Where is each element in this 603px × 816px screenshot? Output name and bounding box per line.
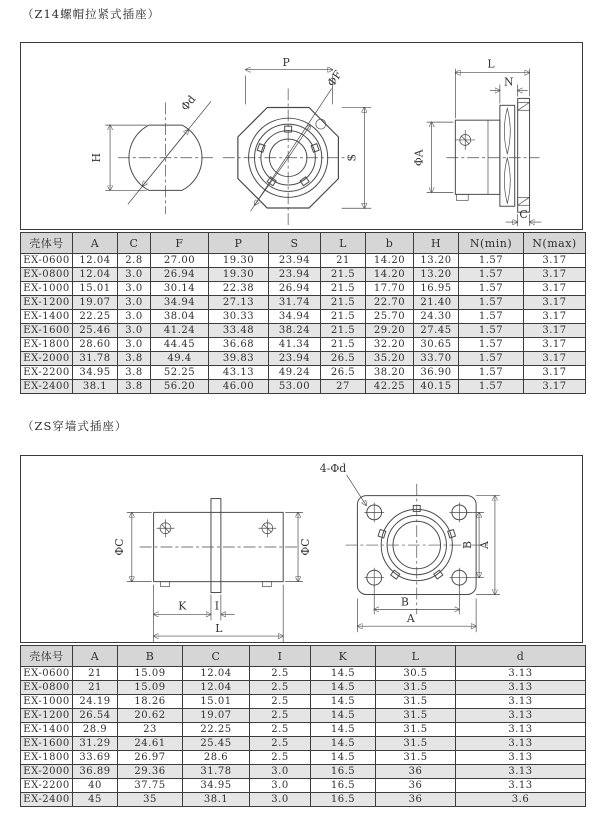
dim-label-b-bottom: B [400,595,409,609]
value-cell: 3.17 [524,282,586,296]
value-cell: 1.57 [459,282,524,296]
table-row [21,667,586,681]
value-cell: 31.5 [376,709,456,723]
value-cell: 15.01 [183,695,250,709]
value-cell: 21.5 [321,296,366,310]
value-cell: 31.5 [376,695,456,709]
value-cell: 38.20 [366,366,414,380]
dim-label-phi-c-left: ΦC [112,538,126,556]
column-header: I [250,646,311,667]
value-cell: 31.5 [376,751,456,765]
value-cell: 3.17 [524,352,586,366]
value-cell: 14.5 [311,737,376,751]
dim-label-l: L [487,57,495,71]
value-cell: 38.24 [269,324,321,338]
dim-label-a-bottom: A [406,612,415,626]
value-cell: 37.75 [118,779,183,793]
value-cell: 36 [376,779,456,793]
value-cell: 1.57 [459,338,524,352]
screw-symbol-left [157,519,175,537]
value-cell: 31.29 [73,737,118,751]
value-cell: 26.97 [118,751,183,765]
value-cell: 14.5 [311,709,376,723]
value-cell: 2.8 [118,254,151,268]
value-cell: 21.5 [321,268,366,282]
dim-label-a-side: A [477,541,491,549]
value-cell: 36 [376,793,456,807]
header-row [21,646,586,667]
value-cell: 3.0 [118,338,151,352]
value-cell: 25.70 [366,310,414,324]
table-row [21,681,586,695]
column-header: F [151,233,209,254]
dim-label-b-side: B [461,541,475,550]
value-cell: 21 [73,681,118,695]
value-cell: 18.26 [118,695,183,709]
dim-label-l2: L [215,622,223,636]
value-cell: 3.0 [250,765,311,779]
zs-drawing-box [20,455,583,643]
value-cell: 38.1 [73,380,118,394]
value-cell: 22.25 [73,310,118,324]
value-cell: 2.5 [250,709,311,723]
table-row [21,751,586,765]
value-cell: 3.0 [118,282,151,296]
value-cell: 33.69 [73,751,118,765]
table-row [21,765,586,779]
value-cell: 34.95 [183,779,250,793]
column-header: N(max) [524,233,586,254]
value-cell: 28.60 [73,338,118,352]
value-cell: 30.33 [209,310,269,324]
value-cell: 1.57 [459,352,524,366]
value-cell: 14.5 [311,667,376,681]
column-header: C [183,646,250,667]
value-cell: 24.30 [414,310,459,324]
z14-rear-view [90,93,214,214]
value-cell: 1.57 [459,380,524,394]
zs-front-view [320,462,500,632]
dim-label-phi-a: ΦA [412,149,426,167]
shell-number-cell: EX-2200 [21,366,73,380]
shell-number-cell: EX-1200 [21,296,73,310]
value-cell: 56.20 [151,380,209,394]
value-cell: 26.5 [321,366,366,380]
value-cell: 3.8 [118,380,151,394]
value-cell: 36 [376,765,456,779]
screw-symbol-right [258,519,276,537]
column-header: P [209,233,269,254]
column-header: B [118,646,183,667]
value-cell: 40 [73,779,118,793]
value-cell: 21.5 [321,324,366,338]
value-cell: 20.62 [118,709,183,723]
value-cell: 49.24 [269,366,321,380]
shell-number-cell: EX-2000 [21,352,73,366]
value-cell: 19.30 [209,268,269,282]
zs-spec-table [20,645,586,807]
value-cell: 2.5 [250,723,311,737]
table-row [21,296,586,310]
value-cell: 21 [73,667,118,681]
column-header: d [456,646,586,667]
shell-number-cell: EX-0800 [21,681,73,695]
value-cell: 1.57 [459,268,524,282]
value-cell: 16.95 [414,282,459,296]
column-header: C [118,233,151,254]
value-cell: 26.5 [321,352,366,366]
shell-number-cell: EX-1600 [21,324,73,338]
wire-hole [316,119,326,129]
value-cell: 33.48 [209,324,269,338]
table-row [21,282,586,296]
value-cell: 24.19 [73,695,118,709]
shell-number-cell: EX-1400 [21,723,73,737]
shell-number-cell: EX-2200 [21,779,73,793]
table-row [21,268,586,282]
value-cell: 2.5 [250,751,311,765]
value-cell: 19.30 [209,254,269,268]
table-row [21,779,586,793]
value-cell: 3.0 [250,779,311,793]
value-cell: 38.04 [151,310,209,324]
value-cell: 34.95 [73,366,118,380]
value-cell: 14.5 [311,751,376,765]
value-cell: 31.5 [376,681,456,695]
screw-head-symbol [455,130,475,150]
shell-number-cell: EX-2400 [21,380,73,394]
value-cell: 16.5 [311,779,376,793]
value-cell: 3.6 [456,793,586,807]
value-cell: 2.5 [250,737,311,751]
value-cell: 31.74 [269,296,321,310]
shell-number-cell: EX-0600 [21,667,73,681]
value-cell: 29.36 [118,765,183,779]
value-cell: 3.13 [456,695,586,709]
value-cell: 14.20 [366,254,414,268]
value-cell: 13.20 [414,254,459,268]
value-cell: 15.09 [118,681,183,695]
value-cell: 39.83 [209,352,269,366]
value-cell: 3.13 [456,751,586,765]
value-cell: 26.54 [73,709,118,723]
value-cell: 27.13 [209,296,269,310]
value-cell: 22.38 [209,282,269,296]
value-cell: 35.20 [366,352,414,366]
value-cell: 1.57 [459,366,524,380]
z14-front-view [223,56,371,226]
value-cell: 31.5 [376,737,456,751]
value-cell: 12.04 [183,667,250,681]
value-cell: 14.5 [311,681,376,695]
value-cell: 3.0 [118,268,151,282]
value-cell: 35 [118,793,183,807]
z14-side-view [413,58,542,226]
table-row [21,324,586,338]
value-cell: 21 [321,254,366,268]
value-cell: 28.6 [183,751,250,765]
value-cell: 30.5 [376,667,456,681]
value-cell: 40.15 [414,380,459,394]
dim-label-k: K [178,599,187,613]
shell-number-cell: EX-1000 [21,282,73,296]
value-cell: 30.65 [414,338,459,352]
dim-label-4-phi-d: 4-Φd [319,461,347,475]
table-row [21,737,586,751]
value-cell: 36.89 [73,765,118,779]
value-cell: 23.94 [269,254,321,268]
column-header: N(min) [459,233,524,254]
table-row [21,366,586,380]
column-header: 壳体号 [21,646,73,667]
column-header: L [321,233,366,254]
shell-number-cell: EX-0800 [21,268,73,282]
value-cell: 19.07 [73,296,118,310]
value-cell: 24.61 [118,737,183,751]
column-header: K [311,646,376,667]
shell-number-cell: EX-2000 [21,765,73,779]
table-row [21,254,586,268]
value-cell: 23.94 [269,268,321,282]
value-cell: 27.45 [414,324,459,338]
value-cell: 41.24 [151,324,209,338]
value-cell: 26.94 [269,282,321,296]
value-cell: 43.13 [209,366,269,380]
value-cell: 3.13 [456,681,586,695]
value-cell: 41.34 [269,338,321,352]
dim-label-h: H [90,153,104,163]
value-cell: 53.00 [269,380,321,394]
table-row [21,380,586,394]
value-cell: 3.17 [524,296,586,310]
value-cell: 2.5 [250,681,311,695]
value-cell: 21.5 [321,310,366,324]
value-cell: 3.8 [118,366,151,380]
dim-label-s: S [345,154,359,162]
shell-number-cell: EX-2400 [21,793,73,807]
value-cell: 3.17 [524,338,586,352]
column-header: A [73,646,118,667]
value-cell: 16.5 [311,793,376,807]
table-row [21,310,586,324]
value-cell: 14.5 [311,723,376,737]
value-cell: 22.70 [366,296,414,310]
value-cell: 3.17 [524,366,586,380]
value-cell: 52.25 [151,366,209,380]
value-cell: 31.78 [73,352,118,366]
value-cell: 3.13 [456,723,586,737]
value-cell: 3.17 [524,268,586,282]
header-row [21,233,586,254]
table-row [21,793,586,807]
table-row [21,338,586,352]
value-cell: 26.94 [151,268,209,282]
value-cell: 14.5 [311,695,376,709]
shell-number-cell: EX-1000 [21,695,73,709]
value-cell: 3.13 [456,779,586,793]
table-row [21,695,586,709]
value-cell: 3.0 [250,793,311,807]
column-header: 壳体号 [21,233,73,254]
value-cell: 3.17 [524,324,586,338]
value-cell: 33.70 [414,352,459,366]
value-cell: 34.94 [151,296,209,310]
value-cell: 25.46 [73,324,118,338]
shell-number-cell: EX-1200 [21,709,73,723]
value-cell: 44.45 [151,338,209,352]
shell-number-cell: EX-0600 [21,254,73,268]
table-row [21,709,586,723]
value-cell: 27.00 [151,254,209,268]
dim-label-phi-f: ΦF [324,68,345,90]
column-header: L [376,646,456,667]
shell-number-cell: EX-1400 [21,310,73,324]
section1-title: （Z14螺帽拉紧式插座） [22,7,161,21]
value-cell: 3.0 [118,310,151,324]
value-cell: 21.40 [414,296,459,310]
value-cell: 38.1 [183,793,250,807]
value-cell: 12.04 [73,254,118,268]
value-cell: 1.57 [459,324,524,338]
value-cell: 34.94 [269,310,321,324]
value-cell: 3.13 [456,667,586,681]
value-cell: 17.70 [366,282,414,296]
dim-label-phi-c-right: ΦC [298,538,312,556]
value-cell: 21.5 [321,338,366,352]
dim-label-phi-d: Φd [178,92,199,114]
dim-label-n: N [504,75,514,89]
value-cell: 36.90 [414,366,459,380]
value-cell: 3.13 [456,737,586,751]
dim-label-c: C [519,208,528,222]
column-header: H [414,233,459,254]
value-cell: 19.07 [183,709,250,723]
value-cell: 45 [73,793,118,807]
value-cell: 1.57 [459,296,524,310]
shell-number-cell: EX-1800 [21,751,73,765]
value-cell: 23 [118,723,183,737]
value-cell: 14.20 [366,268,414,282]
value-cell: 31.78 [183,765,250,779]
column-header: b [366,233,414,254]
z14-drawing-box [20,42,583,230]
value-cell: 1.57 [459,310,524,324]
value-cell: 16.5 [311,765,376,779]
section2-title: （ZS穿墙式插座） [22,419,128,433]
value-cell: 36.68 [209,338,269,352]
value-cell: 15.09 [118,667,183,681]
value-cell: 3.17 [524,310,586,324]
value-cell: 46.00 [209,380,269,394]
value-cell: 28.9 [73,723,118,737]
dim-label-i: I [214,599,220,613]
value-cell: 3.13 [456,765,586,779]
z14-spec-table [20,232,586,394]
zs-technical-drawing [21,456,582,642]
value-cell: 15.01 [73,282,118,296]
value-cell: 21.5 [321,282,366,296]
value-cell: 3.8 [118,352,151,366]
value-cell: 49.4 [151,352,209,366]
shell-number-cell: EX-1800 [21,338,73,352]
z14-technical-drawing [21,43,582,229]
value-cell: 12.04 [183,681,250,695]
value-cell: 31.5 [376,723,456,737]
table-row [21,723,586,737]
value-cell: 3.13 [456,709,586,723]
value-cell: 27 [321,380,366,394]
zs-side-view [113,499,312,642]
column-header: A [73,233,118,254]
value-cell: 30.14 [151,282,209,296]
value-cell: 3.17 [524,254,586,268]
value-cell: 32.20 [366,338,414,352]
value-cell: 12.04 [73,268,118,282]
value-cell: 23.94 [269,352,321,366]
value-cell: 22.25 [183,723,250,737]
value-cell: 29.20 [366,324,414,338]
value-cell: 2.5 [250,667,311,681]
value-cell: 42.25 [366,380,414,394]
shell-number-cell: EX-1600 [21,737,73,751]
value-cell: 3.0 [118,296,151,310]
value-cell: 25.45 [183,737,250,751]
value-cell: 1.57 [459,254,524,268]
value-cell: 2.5 [250,695,311,709]
value-cell: 3.0 [118,324,151,338]
value-cell: 3.17 [524,380,586,394]
dim-label-p: P [282,55,290,69]
value-cell: 13.20 [414,268,459,282]
column-header: S [269,233,321,254]
table-row [21,352,586,366]
